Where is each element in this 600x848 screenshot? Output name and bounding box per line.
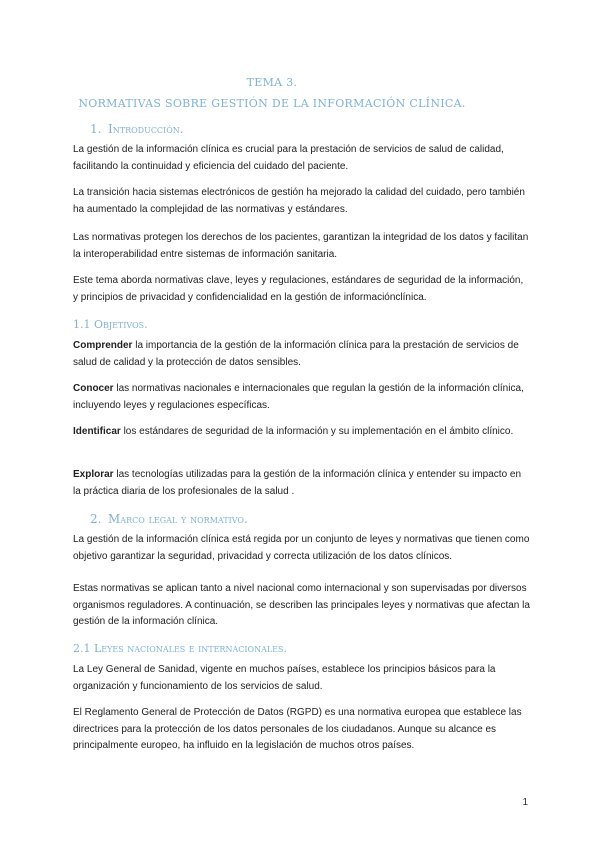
objective-item [73, 467, 531, 500]
leyes-paragraph: La Ley General de Sanidad, vigente en muchos países, establece los principios básicos para la organización y funcionamiento de los servicios de salud. [73, 664, 496, 692]
objective-item [73, 338, 531, 371]
section-heading-marco: Marco legal y normativo. [108, 512, 248, 526]
page-number: 1 [522, 797, 528, 808]
intro-paragraph: La gestión de la información clínica es crucial para la prestación de servicios de salud de calidad, facilitando la continuidad y eficiencia del cuidado del paciente. [73, 144, 504, 172]
subsection-heading-objetivos: 1.1 Objetivos. [73, 318, 148, 331]
objective-keyword: Identificar [73, 426, 121, 437]
marco-paragraph: La gestión de la información clínica está regida por un conjunto de leyes y normativas que tienen como objetivo garantizar la seguridad, privacidad y correcta utilización de los datos clínicos. [73, 534, 530, 562]
objective-text: la importancia de la gestión de la información clínica para la prestación de servicios de salud de calidad y la protección de datos sensibles. [73, 340, 519, 368]
leyes-paragraph: El Reglamento General de Protección de Datos (RGPD) es una normativa europea que establece las directrices para la protección de los datos personales de los ciudadanos. Aunque su alcance es principalmente europeo, ha influido en la legislación de muchos otros países. [73, 707, 522, 751]
document-title-line-2: NORMATIVAS SOBRE GESTIÓN DE LA INFORMACIÓN CLÍNICA. [78, 97, 466, 110]
intro-paragraph: Este tema aborda normativas clave, leyes y regulaciones, estándares de seguridad de la información, y principios de privacidad y confidencialidad en la gestión de informaciónclínica. [73, 275, 524, 303]
objective-keyword: Explorar [73, 469, 114, 480]
objective-text: las normativas nacionales e internacionales que regulan la gestión de la información clínica, incluyendo leyes y regulaciones específicas. [73, 383, 524, 411]
objective-keyword: Comprender [73, 340, 133, 351]
subsection-heading-leyes: 2.1 Leyes nacionales e internacionales. [73, 642, 287, 655]
objective-item [73, 424, 531, 441]
section-number-marco: 2. [90, 512, 102, 526]
intro-paragraph: La transición hacia sistemas electrónicos de gestión ha mejorado la calidad del cuidado, pero también ha aumentado la complejidad de las normativas y estándares. [73, 187, 525, 215]
objective-item [73, 381, 531, 414]
section-heading-intro: Introducción. [108, 122, 184, 136]
objective-text: los estándares de seguridad de la información y su implementación en el ámbito clínico. [120, 426, 514, 437]
section-number-intro: 1. [90, 122, 102, 136]
objective-keyword: Conocer [73, 383, 114, 394]
marco-paragraph: Estas normativas se aplican tanto a nivel nacional como internacional y son supervisadas por diversos organismos reguladores. A continuación, se describen las principales leyes y normativas que afectan la gestión de la información clínica. [73, 583, 530, 627]
intro-paragraph: Las normativas protegen los derechos de los pacientes, garantizan la integridad de los datos y facilitan la interoperabilidad entre sistemas de información sanitaria. [73, 232, 529, 260]
document-title-line-1: TEMA 3. [246, 76, 298, 89]
objective-text: las tecnologías utilizadas para la gestión de la información clínica y entender su impacto en la práctica diaria de los profesionales de la salud . [73, 469, 522, 497]
